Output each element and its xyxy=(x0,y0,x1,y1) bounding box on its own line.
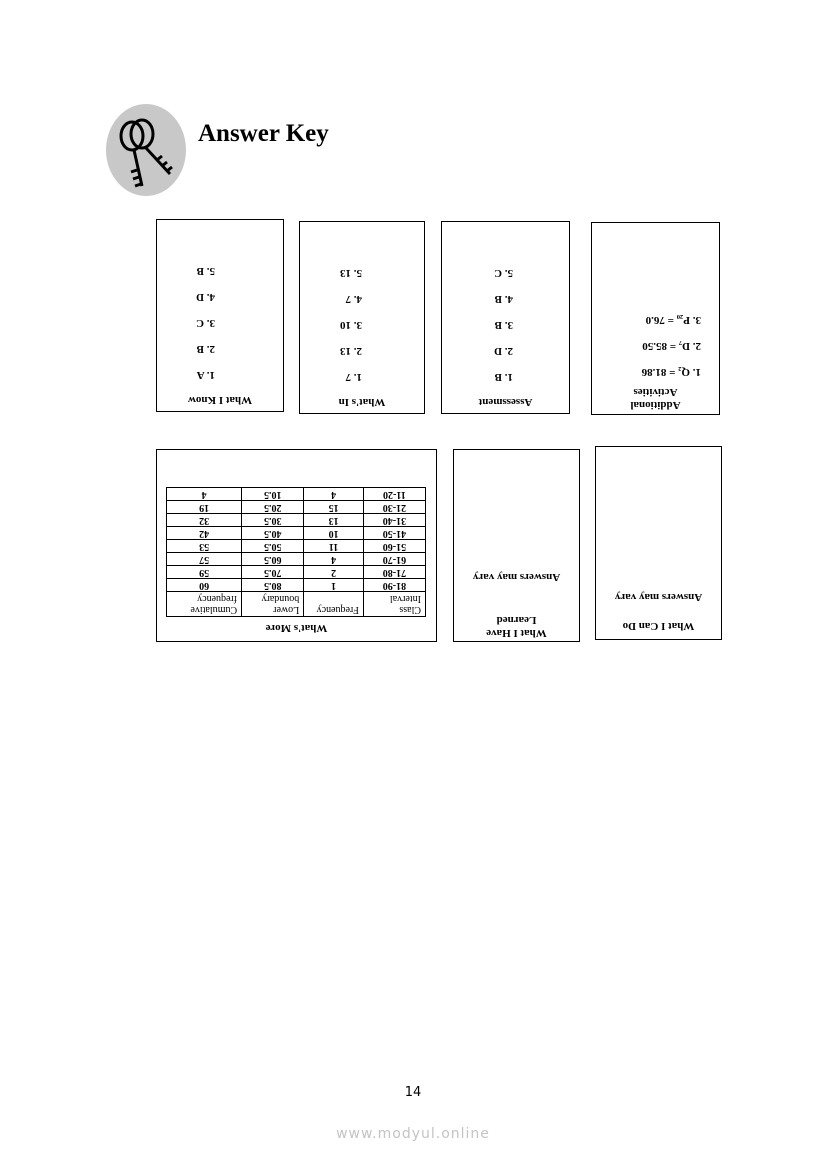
table-cell: 4 xyxy=(304,553,364,566)
table-cell: 70.5 xyxy=(242,566,304,579)
table-cell: 1 xyxy=(304,579,364,592)
table-cell: 40.5 xyxy=(242,527,304,540)
table-row xyxy=(167,540,426,553)
column-header: Class Interval xyxy=(363,592,425,617)
table-cell: 41-50 xyxy=(363,527,425,540)
table-cell: 80.5 xyxy=(242,579,304,592)
table-row xyxy=(167,488,426,501)
box-title-line: What I Have xyxy=(486,627,547,639)
table-cell: 71-80 xyxy=(363,566,425,579)
answer-box-whats-more xyxy=(156,449,437,642)
table-cell: 19 xyxy=(167,501,242,514)
table-cell: 59 xyxy=(167,566,242,579)
column-header: Cumulative frequency xyxy=(167,592,242,617)
answer-text: Answers may vary xyxy=(614,591,703,603)
answer-item: 3. B xyxy=(494,319,513,331)
table-cell: 21-30 xyxy=(363,501,425,514)
answer-item: 5. B xyxy=(196,265,215,277)
answer-item: 3. P₂₀ = 76.0 xyxy=(645,314,701,326)
table-cell: 11-20 xyxy=(363,488,425,501)
answer-box-what-i-can-do xyxy=(595,446,722,640)
table-cell: 30.5 xyxy=(242,514,304,527)
answer-box-additional-activities xyxy=(591,222,720,415)
table-row xyxy=(167,527,426,540)
answer-item: 5. C xyxy=(494,267,513,279)
table-cell: 81-90 xyxy=(363,579,425,592)
answer-item: 4. B xyxy=(494,293,513,305)
box-title xyxy=(454,613,579,639)
column-header: Frequency xyxy=(304,592,364,617)
table-cell: 60.5 xyxy=(242,553,304,566)
table-row xyxy=(167,579,426,592)
watermark: www.modyul.online xyxy=(336,1126,490,1142)
page-title: Answer Key xyxy=(198,120,329,147)
table-row xyxy=(167,566,426,579)
answer-item: 4. 7 xyxy=(345,293,362,305)
box-title-line: Additional xyxy=(630,399,681,411)
box-title: What I Know xyxy=(187,394,253,406)
table-cell: 57 xyxy=(167,553,242,566)
frequency-table xyxy=(166,487,426,617)
table-cell: 50.5 xyxy=(242,540,304,553)
box-title: What I Can Do xyxy=(622,620,695,632)
table-cell: 20.5 xyxy=(242,501,304,514)
keys-icon xyxy=(106,104,186,196)
table-cell: 4 xyxy=(167,488,242,501)
table-cell: 61-70 xyxy=(363,553,425,566)
answer-item: 1. Q₂ = 81.86 xyxy=(641,366,701,378)
column-header: Lower boundary xyxy=(242,592,304,617)
answer-item: 2. D₇ = 85.50 xyxy=(642,340,701,352)
box-title-line: Activities xyxy=(633,386,678,398)
answer-item: 3. 10 xyxy=(340,319,362,331)
table-cell: 10 xyxy=(304,527,364,540)
table-row xyxy=(167,514,426,527)
answer-box-assessment xyxy=(441,221,570,414)
box-title: What's In xyxy=(338,396,386,408)
answer-item: 3. C xyxy=(196,317,215,329)
key-icon-circle xyxy=(106,104,186,196)
table-cell: 4 xyxy=(304,488,364,501)
answer-item: 1. 7 xyxy=(345,371,362,383)
table-cell: 32 xyxy=(167,514,242,527)
answer-box-whats-in xyxy=(299,221,425,414)
table-cell: 60 xyxy=(167,579,242,592)
box-title xyxy=(592,385,719,411)
table-row xyxy=(167,501,426,514)
answer-box-what-i-know xyxy=(156,219,284,412)
table-cell: 11 xyxy=(304,540,364,553)
answer-item: 4. D xyxy=(196,291,215,303)
answer-item: 2. B xyxy=(196,343,215,355)
table-cell: 31-40 xyxy=(363,514,425,527)
box-title: What's More xyxy=(265,622,328,634)
answer-item: 2. 13 xyxy=(340,345,362,357)
box-title: Assessment xyxy=(478,396,533,408)
table-cell: 51-60 xyxy=(363,540,425,553)
answer-item: 1. A xyxy=(196,369,215,381)
table-cell: 10.5 xyxy=(242,488,304,501)
page-number: 14 xyxy=(404,1085,422,1100)
table-cell: 42 xyxy=(167,527,242,540)
table-cell: 2 xyxy=(304,566,364,579)
answer-text: Answers may vary xyxy=(472,571,561,583)
answer-item: 2. D xyxy=(494,345,513,357)
box-title-line: Learned xyxy=(496,614,537,626)
table-cell: 53 xyxy=(167,540,242,553)
answer-box-what-i-have-learned xyxy=(453,449,580,642)
answer-item: 5. 13 xyxy=(340,267,362,279)
answer-item: 1. B xyxy=(494,371,513,383)
table-cell: 15 xyxy=(304,501,364,514)
table-row xyxy=(167,553,426,566)
table-cell: 13 xyxy=(304,514,364,527)
